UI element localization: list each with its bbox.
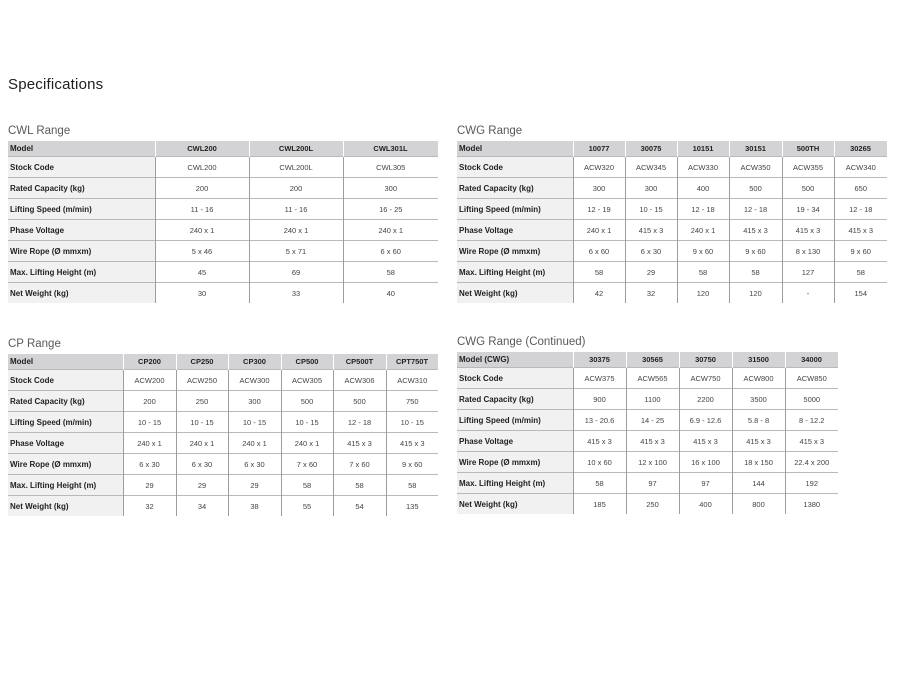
- row-label: Max. Lifting Height (m): [8, 475, 123, 496]
- table-cell: 500: [333, 391, 386, 412]
- table-cell: 6 x 30: [228, 454, 281, 475]
- table-cell: 415 x 3: [785, 431, 838, 452]
- row-label: Net Weight (kg): [8, 283, 155, 304]
- table-cell: 11 - 16: [249, 199, 343, 220]
- table-cell: 58: [573, 473, 626, 494]
- row-label: Net Weight (kg): [8, 496, 123, 517]
- model-column-header: 30265: [834, 141, 887, 157]
- table-cell: 97: [679, 473, 732, 494]
- model-column-header: 30075: [625, 141, 677, 157]
- row-label: Stock Code: [8, 157, 155, 178]
- table-cell: ACW320: [573, 157, 625, 178]
- table-cell: 9 x 60: [386, 454, 438, 475]
- table-cell: ACW800: [732, 368, 785, 389]
- table-row: [8, 391, 438, 412]
- table-row: [457, 431, 838, 452]
- row-label: Phase Voltage: [8, 220, 155, 241]
- row-label: Rated Capacity (kg): [457, 178, 573, 199]
- table-cell: 10 - 15: [386, 412, 438, 433]
- row-label: Lifting Speed (m/min): [457, 410, 573, 431]
- table-cell: 5 x 71: [249, 241, 343, 262]
- table-cell: 415 x 3: [834, 220, 887, 241]
- table-cell: 415 x 3: [782, 220, 834, 241]
- table-cell: 19 - 34: [782, 199, 834, 220]
- row-label: Rated Capacity (kg): [8, 391, 123, 412]
- table-row: [457, 368, 838, 389]
- table-cell: 12 - 18: [834, 199, 887, 220]
- table-cell: 200: [155, 178, 249, 199]
- cp-range-title: CP Range: [8, 338, 61, 350]
- table-cell: 240 x 1: [677, 220, 729, 241]
- table-cell: 6 x 60: [573, 241, 625, 262]
- table-cell: 240 x 1: [176, 433, 228, 454]
- table-cell: 58: [343, 262, 438, 283]
- table-cell: 29: [176, 475, 228, 496]
- row-label: Phase Voltage: [457, 220, 573, 241]
- table-cell: 8 - 12.2: [785, 410, 838, 431]
- table-cell: 30: [155, 283, 249, 304]
- table-cell: 200: [249, 178, 343, 199]
- table-header-row: [8, 354, 438, 370]
- table-cell: 240 x 1: [343, 220, 438, 241]
- row-label: Net Weight (kg): [457, 283, 573, 304]
- table-cell: 12 - 18: [677, 199, 729, 220]
- table-cell: 5 x 46: [155, 241, 249, 262]
- table-cell: 400: [677, 178, 729, 199]
- table-cell: 22.4 x 200: [785, 452, 838, 473]
- table-cell: 16 x 100: [679, 452, 732, 473]
- table-cell: 300: [573, 178, 625, 199]
- model-column-header: 34000: [785, 352, 838, 368]
- row-label: Net Weight (kg): [457, 494, 573, 515]
- table-cell: 500: [729, 178, 782, 199]
- table-row: [457, 241, 887, 262]
- table-cell: ACW300: [228, 370, 281, 391]
- table-cell: ACW305: [281, 370, 333, 391]
- model-column-header: CP250: [176, 354, 228, 370]
- table-row: [457, 283, 887, 304]
- table-row: [8, 496, 438, 517]
- table-cell: 18 x 150: [732, 452, 785, 473]
- cwg-continued-section: [457, 335, 839, 514]
- model-column-header: 10151: [677, 141, 729, 157]
- table-cell: 10 - 15: [176, 412, 228, 433]
- table-row: [8, 262, 438, 283]
- model-column-header: 30750: [679, 352, 732, 368]
- table-cell: 415 x 3: [626, 431, 679, 452]
- row-label: Lifting Speed (m/min): [8, 199, 155, 220]
- row-label: Max. Lifting Height (m): [457, 473, 573, 494]
- row-label: Rated Capacity (kg): [457, 389, 573, 410]
- table-cell: 300: [625, 178, 677, 199]
- model-column-header: CWL301L: [343, 141, 438, 157]
- table-cell: 38: [228, 496, 281, 517]
- model-column-header: 500TH: [782, 141, 834, 157]
- table-cell: 415 x 3: [333, 433, 386, 454]
- table-cell: 12 - 19: [573, 199, 625, 220]
- table-cell: 42: [573, 283, 625, 304]
- model-column-header: CWL200: [155, 141, 249, 157]
- table-cell: 240 x 1: [155, 220, 249, 241]
- table-cell: ACW200: [123, 370, 176, 391]
- cwl-range-title: CWL Range: [8, 125, 71, 137]
- cwg-continued-title: CWG Range (Continued): [457, 336, 586, 348]
- table-cell: ACW375: [573, 368, 626, 389]
- table-row: [457, 473, 838, 494]
- table-cell: 10 - 15: [281, 412, 333, 433]
- table-row: [8, 241, 438, 262]
- table-cell: ACW306: [333, 370, 386, 391]
- table-cell: 650: [834, 178, 887, 199]
- model-column-header: 30375: [573, 352, 626, 368]
- cwg-range-section: [457, 124, 888, 303]
- table-cell: 240 x 1: [573, 220, 625, 241]
- table-cell: 1380: [785, 494, 838, 515]
- table-cell: 6 x 30: [123, 454, 176, 475]
- model-column-header: 30151: [729, 141, 782, 157]
- model-header-label: Model: [8, 354, 123, 370]
- row-label: Wire Rope (Ø mmxm): [8, 241, 155, 262]
- table-cell: 10 - 15: [228, 412, 281, 433]
- table-cell: 415 x 3: [679, 431, 732, 452]
- table-cell: 120: [729, 283, 782, 304]
- table-cell: 55: [281, 496, 333, 517]
- table-cell: 300: [228, 391, 281, 412]
- table-cell: ACW565: [626, 368, 679, 389]
- table-cell: 415 x 3: [729, 220, 782, 241]
- table-cell: 192: [785, 473, 838, 494]
- model-column-header: 30565: [626, 352, 679, 368]
- table-cell: 7 x 60: [281, 454, 333, 475]
- row-label: Stock Code: [457, 368, 573, 389]
- table-row: [457, 410, 838, 431]
- model-column-header: CPT750T: [386, 354, 438, 370]
- row-label: Wire Rope (Ø mmxm): [8, 454, 123, 475]
- table-cell: 200: [123, 391, 176, 412]
- cwg-range-title: CWG Range: [457, 125, 523, 137]
- table-cell: 8 x 130: [782, 241, 834, 262]
- table-cell: ACW340: [834, 157, 887, 178]
- table-cell: 12 - 18: [729, 199, 782, 220]
- table-row: [8, 178, 438, 199]
- table-row: [8, 283, 438, 304]
- table-cell: 240 x 1: [281, 433, 333, 454]
- table-cell: CWL305: [343, 157, 438, 178]
- row-label: Phase Voltage: [8, 433, 123, 454]
- model-column-header: 31500: [732, 352, 785, 368]
- table-cell: 185: [573, 494, 626, 515]
- row-label: Stock Code: [457, 157, 573, 178]
- table-cell: 9 x 60: [677, 241, 729, 262]
- table-row: [8, 475, 438, 496]
- model-column-header: 10077: [573, 141, 625, 157]
- table-cell: 144: [732, 473, 785, 494]
- table-cell: 900: [573, 389, 626, 410]
- table-row: [8, 412, 438, 433]
- table-row: [8, 433, 438, 454]
- table-cell: 415 x 3: [386, 433, 438, 454]
- row-label: Rated Capacity (kg): [8, 178, 155, 199]
- table-cell: 6 x 30: [176, 454, 228, 475]
- table-row: [8, 199, 438, 220]
- table-cell: 415 x 3: [625, 220, 677, 241]
- table-cell: ACW350: [729, 157, 782, 178]
- table-cell: 29: [228, 475, 281, 496]
- model-header-label: Model: [8, 141, 155, 157]
- table-row: [8, 370, 438, 391]
- table-cell: ACW330: [677, 157, 729, 178]
- table-cell: 97: [626, 473, 679, 494]
- table-cell: 154: [834, 283, 887, 304]
- table-cell: 500: [281, 391, 333, 412]
- table-cell: 1100: [626, 389, 679, 410]
- table-cell: 58: [333, 475, 386, 496]
- table-cell: 5.8 - 8: [732, 410, 785, 431]
- cp-range-section: [8, 337, 439, 516]
- model-column-header: CP500: [281, 354, 333, 370]
- table-cell: 58: [386, 475, 438, 496]
- table-row: [457, 452, 838, 473]
- row-label: Wire Rope (Ø mmxm): [457, 241, 573, 262]
- table-cell: 58: [677, 262, 729, 283]
- table-cell: 7 x 60: [333, 454, 386, 475]
- table-cell: 9 x 60: [729, 241, 782, 262]
- table-cell: 240 x 1: [123, 433, 176, 454]
- table-cell: 32: [123, 496, 176, 517]
- model-header-label: Model: [457, 141, 573, 157]
- table-cell: 415 x 3: [732, 431, 785, 452]
- table-cell: 12 - 18: [333, 412, 386, 433]
- row-label: Max. Lifting Height (m): [8, 262, 155, 283]
- table-cell: ACW250: [176, 370, 228, 391]
- table-row: [457, 262, 887, 283]
- model-header-label: Model (CWG): [457, 352, 573, 368]
- cwl-range-table: [8, 141, 439, 303]
- table-cell: 800: [732, 494, 785, 515]
- table-cell: 250: [626, 494, 679, 515]
- table-row: [457, 220, 887, 241]
- table-cell: 240 x 1: [228, 433, 281, 454]
- table-cell: 9 x 60: [834, 241, 887, 262]
- table-cell: 45: [155, 262, 249, 283]
- table-cell: 32: [625, 283, 677, 304]
- table-cell: ACW750: [679, 368, 732, 389]
- table-cell: 250: [176, 391, 228, 412]
- table-cell: 120: [677, 283, 729, 304]
- table-row: [457, 389, 838, 410]
- table-cell: 500: [782, 178, 834, 199]
- table-row: [457, 157, 887, 178]
- table-header-row: [457, 141, 887, 157]
- table-cell: -: [782, 283, 834, 304]
- table-cell: 58: [834, 262, 887, 283]
- table-cell: 400: [679, 494, 732, 515]
- model-column-header: CP500T: [333, 354, 386, 370]
- table-cell: 58: [281, 475, 333, 496]
- table-cell: 6 x 60: [343, 241, 438, 262]
- table-cell: ACW355: [782, 157, 834, 178]
- table-cell: 3500: [732, 389, 785, 410]
- page-title: Specifications: [8, 76, 104, 93]
- table-row: [8, 454, 438, 475]
- table-header-row: [457, 352, 838, 368]
- table-cell: ACW345: [625, 157, 677, 178]
- table-cell: 58: [729, 262, 782, 283]
- table-cell: 240 x 1: [249, 220, 343, 241]
- table-cell: 6 x 30: [625, 241, 677, 262]
- table-cell: 2200: [679, 389, 732, 410]
- table-cell: 135: [386, 496, 438, 517]
- table-cell: 10 - 15: [123, 412, 176, 433]
- model-column-header: CP300: [228, 354, 281, 370]
- row-label: Lifting Speed (m/min): [8, 412, 123, 433]
- table-cell: ACW310: [386, 370, 438, 391]
- table-cell: 10 x 60: [573, 452, 626, 473]
- table-row: [457, 199, 887, 220]
- table-cell: 34: [176, 496, 228, 517]
- table-cell: 10 - 15: [625, 199, 677, 220]
- table-cell: 300: [343, 178, 438, 199]
- table-row: [457, 178, 887, 199]
- table-cell: 54: [333, 496, 386, 517]
- row-label: Lifting Speed (m/min): [457, 199, 573, 220]
- model-column-header: CWL200L: [249, 141, 343, 157]
- table-cell: 750: [386, 391, 438, 412]
- cwl-range-section: [8, 124, 439, 303]
- table-header-row: [8, 141, 438, 157]
- table-cell: 33: [249, 283, 343, 304]
- table-cell: 16 - 25: [343, 199, 438, 220]
- cwg-continued-table: [457, 352, 839, 514]
- table-cell: 69: [249, 262, 343, 283]
- table-cell: 415 x 3: [573, 431, 626, 452]
- table-cell: 6.9 - 12.6: [679, 410, 732, 431]
- table-cell: 14 - 25: [626, 410, 679, 431]
- table-cell: 29: [123, 475, 176, 496]
- table-row: [8, 220, 438, 241]
- table-cell: 127: [782, 262, 834, 283]
- table-cell: 5000: [785, 389, 838, 410]
- row-label: Wire Rope (Ø mmxm): [457, 452, 573, 473]
- table-cell: ACW850: [785, 368, 838, 389]
- table-cell: CWL200: [155, 157, 249, 178]
- row-label: Max. Lifting Height (m): [457, 262, 573, 283]
- table-cell: 58: [573, 262, 625, 283]
- table-cell: 29: [625, 262, 677, 283]
- table-cell: 40: [343, 283, 438, 304]
- table-cell: 13 - 20.6: [573, 410, 626, 431]
- table-cell: CWL200L: [249, 157, 343, 178]
- model-column-header: CP200: [123, 354, 176, 370]
- cwg-range-table: [457, 141, 888, 303]
- table-row: [457, 494, 838, 515]
- table-row: [8, 157, 438, 178]
- table-cell: 11 - 16: [155, 199, 249, 220]
- row-label: Stock Code: [8, 370, 123, 391]
- cp-range-table: [8, 354, 439, 516]
- row-label: Phase Voltage: [457, 431, 573, 452]
- table-cell: 12 x 100: [626, 452, 679, 473]
